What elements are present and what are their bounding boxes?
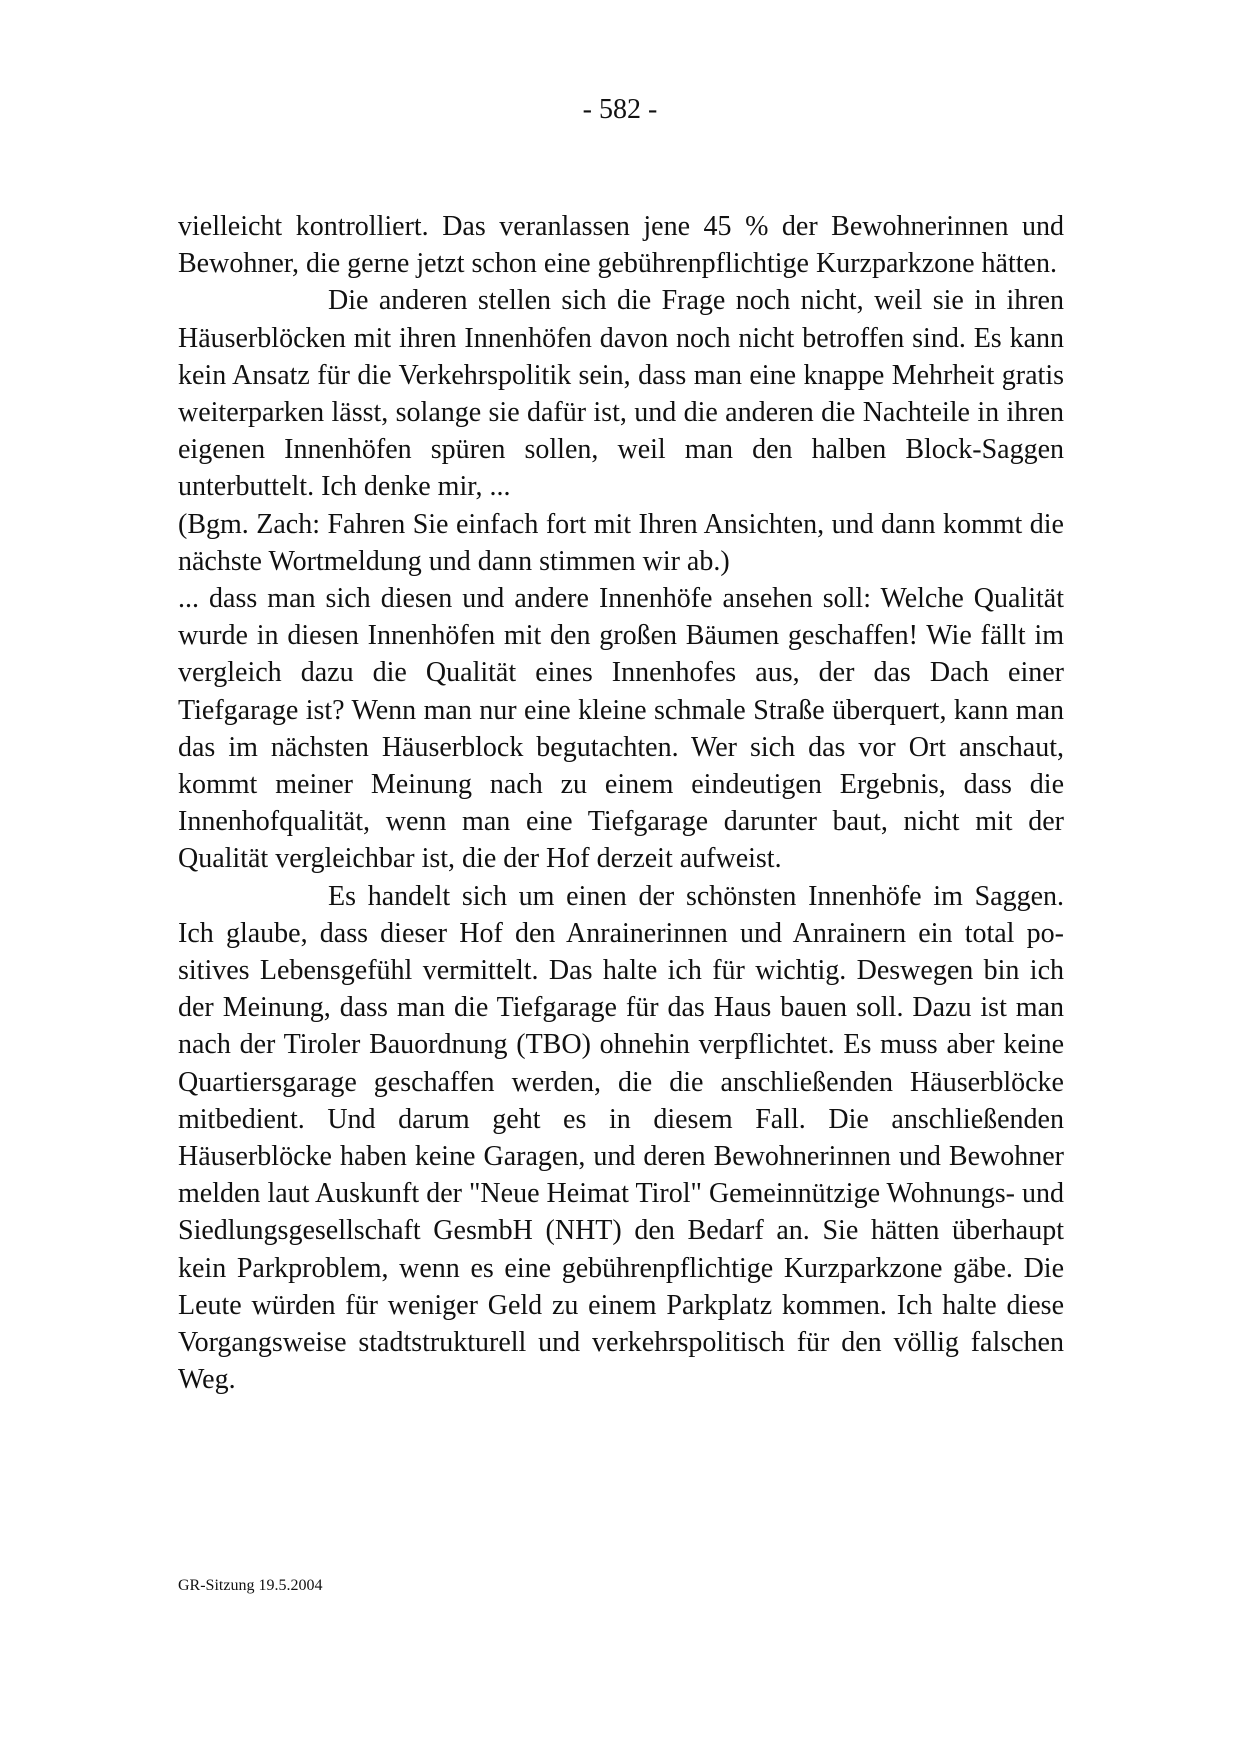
paragraph-2: Die anderen stellen sich die Frage noch nicht, weil sie in ihren Häuserblöcken mit ihren Innenhöfen davon noch nicht betroffen sind. Es kann kein Ansatz für die Verkehrspolitik sein, dass man eine knappe Mehrheit gratis weiterparken lässt, solange sie dafür ist, und die anderen die Nachteile in ihren eigenen Innenhöfen spüren sollen, weil man den halben Block-Saggen unterbuttelt. Ich denke mir, ... [178, 285, 1064, 503]
document-body [178, 208, 1064, 1399]
paragraph-4: ... dass man sich diesen und andere Innenhöfe ansehen soll: Welche Qualität wurde in diesen Innenhöfen mit den großen Bäumen geschaffen! Wie fällt im vergleich dazu die Qualität eines Innenhofes aus, der das Dach einer Tiefgarage ist? Wenn man nur eine kleine schmale Straße überquert, kann man das im nächsten Häuserblock begutachten. Wer sich das vor Ort anschaut, kommt meiner Meinung nach zu einem eindeutigen Ergebnis, dass die Innenhofqualität, wenn man eine Tiefgarage darunter baut, nicht mit der Qualität vergleichbar ist, die der Hof derzeit aufweist. [178, 583, 1064, 875]
paragraph-5: Es handelt sich um einen der schönsten Innenhöfe im Saggen. Ich glaube, dass dieser Hof den Anrainerinnen und Anrainern ein total positives Lebensgefühl vermittelt. Das halte ich für wichtig. Deswegen bin ich der Meinung, dass man die Tiefgarage für das Haus bauen soll. Dazu ist man nach der Tiroler Bauordnung (TBO) ohnehin verpflichtet. Es muss aber keine Quartiersgarage geschaffen werden, die die anschließenden Häuserblöcke mitbedient. Und darum geht es in diesem Fall. Die anschließenden Häuserblöcke haben keine Garagen, und deren Bewohnerinnen und Bewohner melden laut Auskunft der "Neue Heimat Tirol" Gemeinnützige Wohnungs- und Siedlungsgesellschaft GesmbH (NHT) den Bedarf an. Sie hätten überhaupt kein Parkproblem, wenn es eine gebührenpflichtige Kurzparkzone gäbe. Die Leute würden für weniger Geld zu einem Parkplatz kommen. Ich halte diese Vorgangsweise stadtstrukturell und verkehrspolitisch für den völlig falschen Weg. [178, 880, 1064, 1396]
paragraph-1: vielleicht kontrolliert. Das veranlassen jene 45 % der Bewohnerinnen und Bewohner, die gerne jetzt schon eine gebührenpflichtige Kurzparkzone hätten. [178, 211, 1064, 280]
footer-session-date: GR-Sitzung 19.5.2004 [178, 1577, 323, 1594]
page-number: - 582 - [582, 94, 658, 125]
interjection-paragraph: (Bgm. Zach: Fahren Sie einfach fort mit Ihren Ansichten, und dann kommt die nächste Wortmeldung und dann stimmen wir ab.) [178, 508, 1064, 577]
